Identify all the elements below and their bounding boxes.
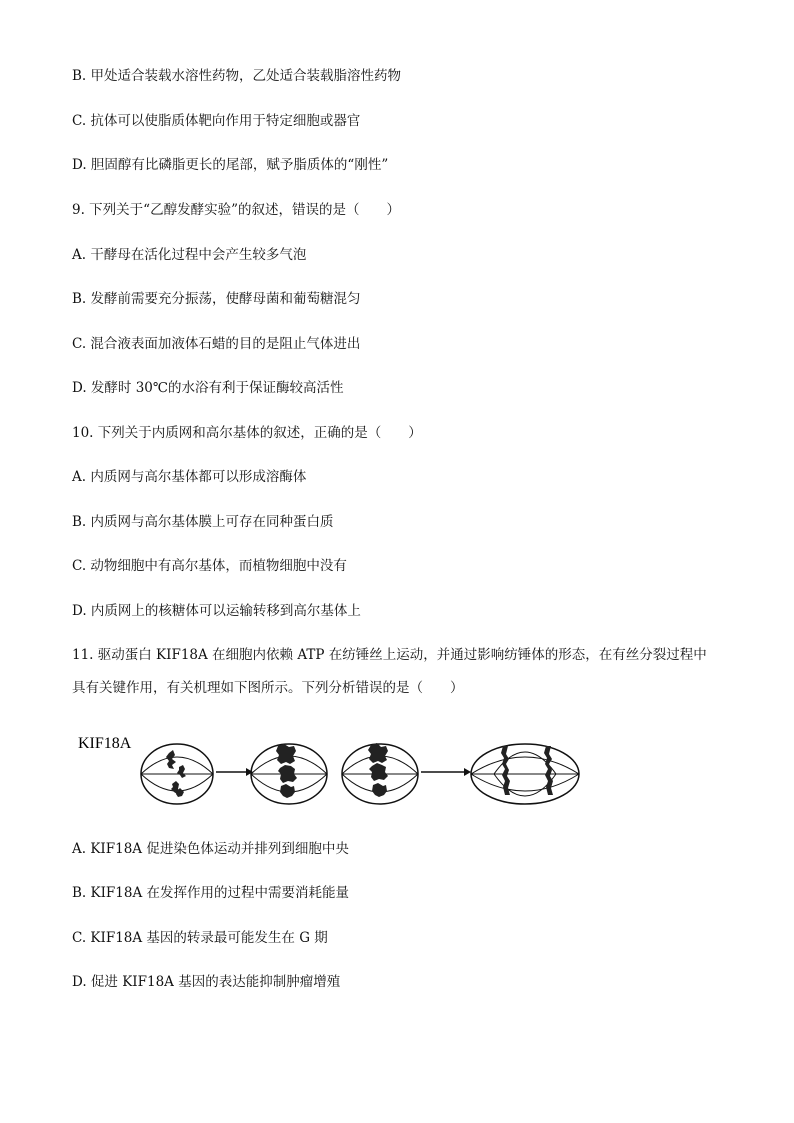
question-option-9b: B. 发酵前需要充分振荡，使酵母菌和葡萄糖混匀: [72, 291, 361, 307]
arrow-1: [216, 768, 253, 776]
kif18a-label: KIF18A: [78, 735, 132, 752]
cell-3: [342, 743, 418, 804]
question-option-8d: D. 胆固醇有比磷脂更长的尾部，赋予脂质体的“刚性”: [72, 157, 389, 173]
question-option-8c: C. 抗体可以使脂质体靶向作用于特定细胞或器官: [72, 113, 361, 129]
question-option-10a: A. 内质网与高尔基体都可以形成溶酶体: [72, 469, 307, 485]
question-option-9a: A. 干酵母在活化过程中会产生较多气泡: [72, 247, 307, 263]
cell-4: [471, 744, 579, 804]
mitosis-diagram-svg: [74, 728, 584, 810]
question-option-11b: B. KIF18A 在发挥作用的过程中需要消耗能量: [72, 885, 350, 901]
question-option-9c: C. 混合液表面加液体石蜡的目的是阻止气体进出: [72, 336, 361, 352]
question-9-stem: 9. 下列关于“乙醇发酵实验”的叙述，错误的是（ ）: [72, 202, 400, 218]
question-option-8b: B. 甲处适合装载水溶性药物，乙处适合装载脂溶性药物: [72, 68, 402, 84]
question-11-stem-line-2: 具有关键作用，有关机理如下图所示。下列分析错误的是（ ）: [72, 680, 464, 696]
cell-1: [141, 744, 213, 804]
arrow-2: [421, 768, 471, 776]
mitosis-diagram: [74, 728, 584, 810]
cell-2: [251, 744, 327, 804]
question-option-10c: C. 动物细胞中有高尔基体，而植物细胞中没有: [72, 558, 347, 574]
question-option-11d: D. 促进 KIF18A 基因的表达能抑制肿瘤增殖: [72, 974, 341, 990]
question-option-11c: C. KIF18A 基因的转录最可能发生在 G 期: [72, 930, 328, 946]
question-10-stem: 10. 下列关于内质网和高尔基体的叙述，正确的是（ ）: [72, 425, 422, 441]
question-option-10b: B. 内质网与高尔基体膜上可存在同种蛋白质: [72, 514, 334, 530]
question-11-stem-line-1: 11. 驱动蛋白 KIF18A 在细胞内依赖 ATP 在纺锤丝上运动，并通过影响纺锤体的形态，在有丝分裂过程中: [72, 647, 707, 663]
question-option-9d: D. 发酵时 30℃的水浴有利于保证酶较高活性: [72, 380, 344, 396]
question-option-11a: A. KIF18A 促进染色体运动并排列到细胞中央: [72, 841, 349, 857]
question-option-10d: D. 内质网上的核糖体可以运输转移到高尔基体上: [72, 603, 361, 619]
